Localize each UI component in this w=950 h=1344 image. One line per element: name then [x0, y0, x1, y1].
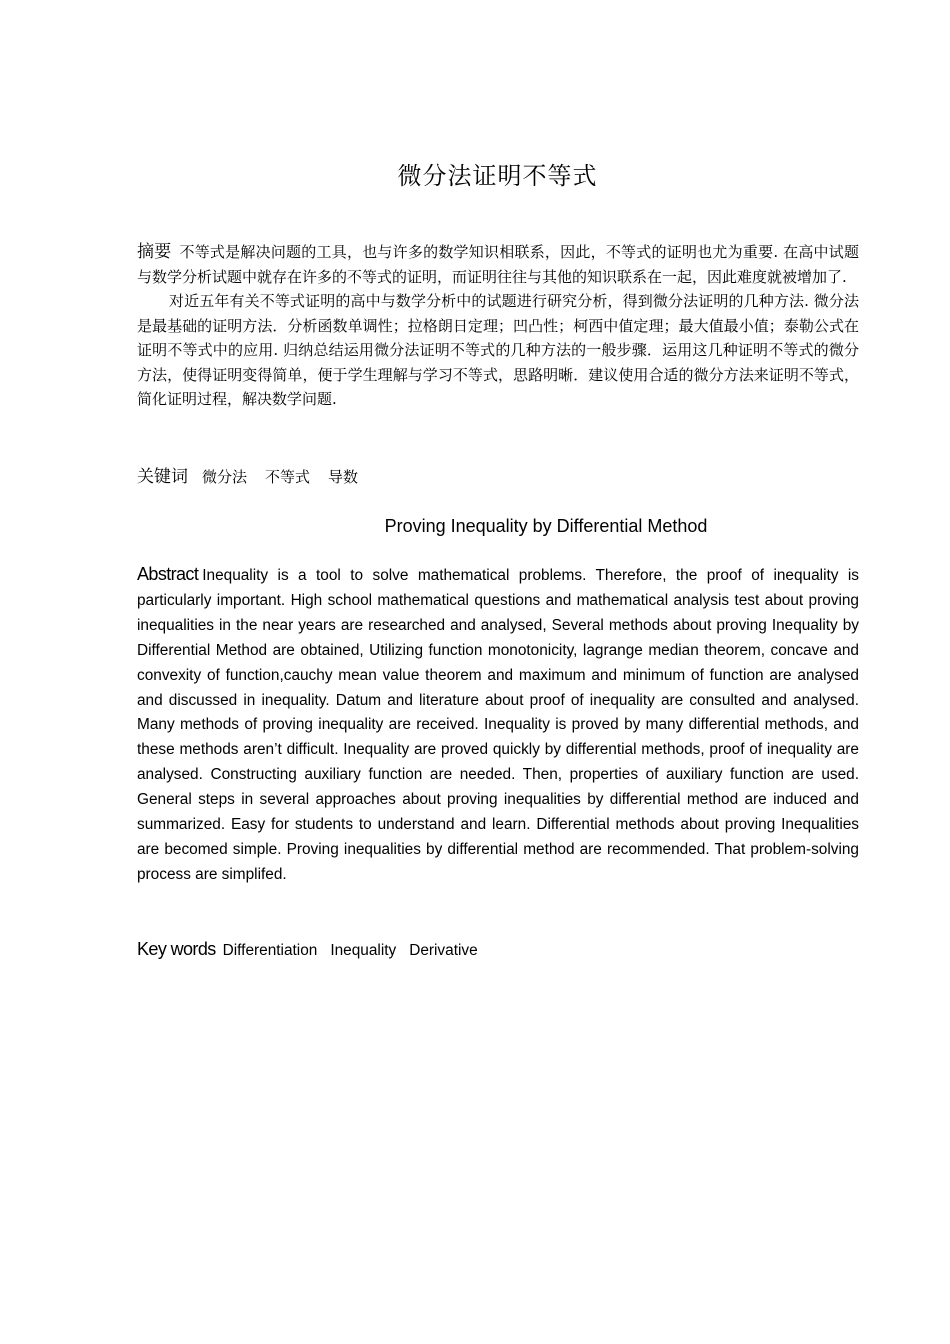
english-title: Proving Inequality by Differential Method	[384, 516, 708, 536]
english-keyword: Differentiation	[222, 942, 318, 959]
english-abstract-paragraph	[137, 562, 859, 888]
chinese-abstract-text-1: 不等式是解决问题的工具，也与许多的数学知识相联系，因此，不等式的证明也尤为重要. 在高中试题与数学分析试题中就存在许多的不等式的证明，而证明往往与其他的知识联系在一起，因此难度就被增加了.	[137, 243, 860, 286]
chinese-keyword: 微分法	[202, 468, 248, 486]
english-keywords-label: Key words	[137, 939, 216, 959]
chinese-abstract-paragraph-1	[137, 240, 859, 289]
chinese-keyword: 不等式	[265, 468, 311, 486]
chinese-title: 微分法证明不等式	[397, 162, 598, 190]
chinese-keywords	[137, 464, 376, 490]
english-keyword: Derivative	[409, 942, 478, 959]
english-abstract-label: Abstract	[137, 564, 199, 584]
chinese-keyword: 导数	[328, 468, 359, 486]
chinese-keywords-label: 关键词	[137, 467, 188, 487]
chinese-abstract-label: 摘要	[137, 242, 172, 262]
english-keywords	[137, 935, 491, 965]
english-keyword: Inequality	[330, 942, 397, 959]
english-abstract	[137, 562, 859, 888]
chinese-abstract	[137, 240, 859, 412]
english-abstract-text: Inequality is a tool to solve mathematical problems. Therefore, the proof of inequality is particularly important. High school mathematical questions and mathematical analysis test about proving inequalities in the near years are researched and analysed, Several methods about proving Inequality by Differential Method are obtained, Utilizing function monotonicity, lagrange median theorem, concave and convexity of function,cauchy mean value theorem and maximum and minimum of function are analysed and discussed in inequality. Datum and literature about proof of inequality are consulted and analysed. Many methods of proving inequality are received. Inequality is proved by many differential methods, and these methods aren’t difficult. Inequality are proved quickly by differential methods, proof of inequality are analysed. Constructing auxiliary function are needed. Then, properties of auxiliary function are used. General steps in several approaches about proving inequalities by differential method are induced and summarized. Easy for students to understand and learn. Differential methods about proving Inequalities are becomed simple. Proving inequalities by differential method are recommended. That problem-solving process are simplifed.	[137, 567, 859, 883]
chinese-abstract-paragraph-2: 对近五年有关不等式证明的高中与数学分析中的试题进行研究分析，得到微分法证明的几种方法. 微分法是最基础的证明方法．分析函数单调性；拉格朗日定理；凹凸性；柯西中值定理；最大值最小值；泰勒公式在证明不等式中的应用. 归纳总结运用微分法证明不等式的几种方法的一般步骤．运用这几种证明不等式的微分方法，使得证明变得简单，便于学生理解与学习不等式，思路明晰．建议使用合适的微分方法来证明不等式，简化证明过程，解决数学问题.	[137, 292, 859, 408]
